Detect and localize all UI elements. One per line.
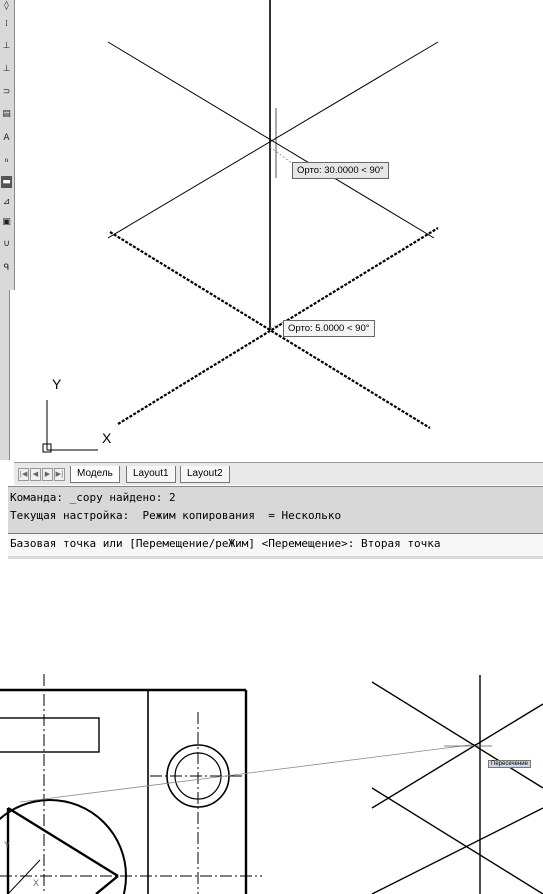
intersection-snap-tooltip: Пересечение bbox=[488, 760, 531, 768]
break-icon[interactable]: ∪ bbox=[3, 239, 10, 249]
command-prompt: Базовая точка или [Перемещение/реЖим] <Перемещение>: Вторая точка bbox=[10, 537, 441, 550]
ucs-y-label: Y bbox=[52, 376, 62, 392]
ucs-x-label: X bbox=[102, 430, 112, 446]
array-icon[interactable]: ⊃ bbox=[2, 87, 11, 97]
bottom-drawing-svg bbox=[0, 660, 543, 894]
rotate-icon[interactable]: A bbox=[3, 133, 10, 143]
stretch-icon[interactable]: ▬ bbox=[2, 177, 11, 187]
tab-model[interactable]: Модель bbox=[70, 466, 120, 483]
move-icon[interactable]: ▤ bbox=[2, 109, 11, 119]
ortho-tooltip-2: Орто: 5.0000 < 90° bbox=[283, 320, 375, 337]
axis-y-label: Y bbox=[4, 840, 11, 850]
prev-tab-button[interactable]: ◀ bbox=[30, 468, 41, 481]
toolbar-edge bbox=[0, 290, 10, 460]
tab-layout1[interactable]: Layout1 bbox=[126, 466, 176, 483]
extend-icon[interactable]: ▣ bbox=[2, 217, 11, 227]
command-history-line-2: Текущая настройка: Режим копирования = Несколько bbox=[10, 509, 342, 522]
mirror-icon[interactable]: ⊥ bbox=[2, 41, 11, 51]
erase-icon[interactable]: ◊ bbox=[4, 1, 9, 11]
lower-diagonal-2 bbox=[118, 228, 438, 424]
trim-icon[interactable]: ⊿ bbox=[2, 197, 11, 207]
command-history-line-1: Команда: _copy найдено: 2 bbox=[10, 491, 176, 504]
model-space-canvas[interactable] bbox=[14, 0, 543, 462]
offset-icon[interactable]: ⊥ bbox=[2, 64, 11, 74]
tab-layout2[interactable]: Layout2 bbox=[180, 466, 230, 483]
fillet-icon[interactable]: ᑫ bbox=[3, 263, 10, 273]
axis-x-label: X bbox=[33, 878, 40, 888]
layout-tabs-bar bbox=[14, 462, 543, 485]
modify-toolbar bbox=[0, 0, 15, 290]
drawing-svg bbox=[14, 0, 543, 462]
scale-icon[interactable]: ℴ bbox=[4, 155, 9, 165]
command-window bbox=[8, 486, 543, 559]
last-tab-button[interactable]: ▶| bbox=[54, 468, 65, 481]
next-tab-button[interactable]: ▶ bbox=[42, 468, 53, 481]
first-tab-button[interactable]: |◀ bbox=[18, 468, 29, 481]
command-input[interactable] bbox=[8, 533, 543, 556]
copy-icon[interactable]: ⁞ bbox=[5, 19, 8, 29]
ortho-tooltip-1: Орто: 30.0000 < 90° bbox=[292, 162, 389, 179]
autocad-drawing-bottom bbox=[0, 660, 543, 894]
